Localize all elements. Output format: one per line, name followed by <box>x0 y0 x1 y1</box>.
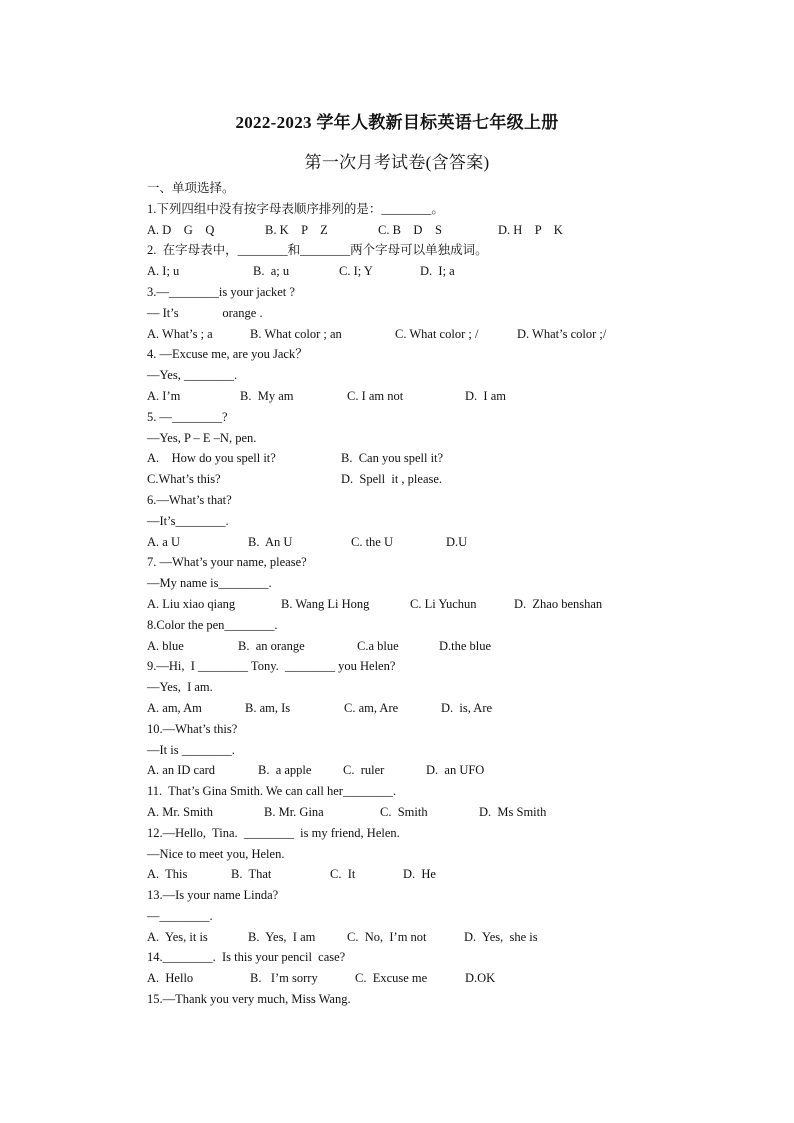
option-text: A. This <box>147 867 188 882</box>
option-text: B. an orange <box>238 638 305 653</box>
question-line: 8.Color the pen________. <box>147 617 278 632</box>
option-text: A. an ID card <box>147 763 216 778</box>
question-line: 4. —Excuse me, are you Jack？ <box>147 347 308 362</box>
option-text: A. Hello <box>147 971 194 986</box>
question-line: 15.—Thank you very much, Miss Wang. <box>147 992 351 1007</box>
question-line: 10.—What’s this? <box>147 721 238 736</box>
option-text: C. ruler <box>343 763 385 778</box>
question-line: 11. That’s Gina Smith. We can call her________. <box>147 784 397 799</box>
option-text: C. It <box>330 867 356 882</box>
question-line: —It is ________. <box>147 742 235 757</box>
option-text: B. I’m sorry <box>250 971 318 986</box>
option-text: A. Liu xiao qiang <box>147 596 236 611</box>
options-row <box>147 220 747 241</box>
option-text: A. How do you spell it? <box>147 451 276 466</box>
option-text: B. a apple <box>258 763 312 778</box>
option-text: A. I; u <box>147 264 180 279</box>
option-text: B. Mr. Gina <box>264 804 324 819</box>
question-line: —Yes, P – E –N, pen. <box>147 430 257 445</box>
option-text: B. Can you spell it? <box>341 451 444 466</box>
option-text: B. An U <box>248 534 293 549</box>
option-text: D. Ms Smith <box>479 804 547 819</box>
option-text: D. What’s color ;/ <box>517 326 607 341</box>
question-line: —Nice to meet you, Helen. <box>147 846 285 861</box>
option-text: A. am, Am <box>147 700 202 715</box>
option-text: A. blue <box>147 638 184 653</box>
option-text: A. What’s ; a <box>147 326 213 341</box>
option-text: C. B D S <box>378 222 442 237</box>
option-text: C. No, I’m not <box>347 929 427 944</box>
question-line: 5. —________? <box>147 409 228 424</box>
options-row <box>147 261 747 282</box>
options-row <box>147 760 747 781</box>
options-row <box>147 386 747 407</box>
options-row <box>147 324 747 345</box>
options-row <box>147 864 747 885</box>
option-text: B. What color ; an <box>250 326 342 341</box>
option-text: C. Li Yuchun <box>410 596 477 611</box>
question-line: 3.—________is your jacket ? <box>147 284 295 299</box>
question-line: —________. <box>147 908 213 923</box>
question-line: 9.—Hi, I ________ Tony. ________ you Helen? <box>147 659 396 674</box>
question-list <box>147 178 747 1010</box>
document-title: 2022-2023 学年人教新目标英语七年级上册 <box>235 113 559 132</box>
option-text: A. Yes, it is <box>147 929 208 944</box>
option-text: B. Yes, I am <box>248 929 316 944</box>
option-text: D.U <box>446 534 468 549</box>
option-text: C. Excuse me <box>355 971 428 986</box>
options-row <box>147 698 747 719</box>
option-text: D. Zhao benshan <box>514 596 603 611</box>
question-line: 14.________. Is this your pencil case? <box>147 950 346 965</box>
question-line: 13.—Is your name Linda? <box>147 888 279 903</box>
option-text: C. Smith <box>380 804 428 819</box>
question-line: —Yes, ________. <box>147 368 238 383</box>
option-text: D. Yes, she is <box>464 929 538 944</box>
option-text: C. the U <box>351 534 394 549</box>
option-text: D. I am <box>465 388 506 403</box>
option-text: B. K P Z <box>265 222 328 237</box>
options-row <box>147 968 747 989</box>
option-text: D. He <box>403 867 436 882</box>
option-text: D.OK <box>465 971 496 986</box>
question-line: —My name is________. <box>147 576 272 591</box>
option-text: B. That <box>231 867 272 882</box>
option-text: A. Mr. Smith <box>147 804 213 819</box>
option-text: D. is, Are <box>441 700 493 715</box>
option-text: C.a blue <box>357 638 399 653</box>
question-line: 2. 在字母表中，________和________两个字母可以单独成词。 <box>147 243 488 258</box>
option-text: A. a U <box>147 534 180 549</box>
option-text: B. Wang Li Hong <box>281 596 370 611</box>
option-text: D. Spell it , please. <box>341 472 443 487</box>
option-text: C. I am not <box>347 388 404 403</box>
option-text: D. an UFO <box>426 763 485 778</box>
option-text: C. I; Y <box>339 264 373 279</box>
question-line: 7. —What’s your name, please? <box>147 555 307 570</box>
option-text: C. am, Are <box>344 700 399 715</box>
options-row <box>147 802 747 823</box>
option-text: B. a; u <box>253 264 290 279</box>
options-row <box>147 594 747 615</box>
question-line: 6.—What’s that? <box>147 492 232 507</box>
document-subtitle: 第一次月考试卷(含答案) <box>304 153 490 172</box>
option-text: D. I; a <box>420 264 455 279</box>
options-row <box>147 469 747 490</box>
option-text: B. am, Is <box>245 700 291 715</box>
option-text: B. My am <box>240 388 294 403</box>
option-text: D.the blue <box>439 638 492 653</box>
option-text: D. H P K <box>498 222 563 237</box>
option-text: C.What’s this? <box>147 472 221 487</box>
question-line: 12.—Hello, Tina. ________ is my friend, Helen. <box>147 825 400 840</box>
option-text: A. I’m <box>147 388 181 403</box>
option-text: A. D G Q <box>147 222 215 237</box>
options-row <box>147 532 747 553</box>
options-row <box>147 636 747 657</box>
question-line: — It’s orange . <box>147 305 263 320</box>
question-line: 1.下列四组中没有按字母表顺序排列的是：________。 <box>147 201 444 216</box>
options-row <box>147 448 747 469</box>
options-row <box>147 927 747 948</box>
question-line: —It’s________. <box>147 513 229 528</box>
option-text: C. What color ; / <box>395 326 479 341</box>
question-line: 一、单项选择。 <box>147 181 235 195</box>
question-line: —Yes, I am. <box>147 680 213 695</box>
